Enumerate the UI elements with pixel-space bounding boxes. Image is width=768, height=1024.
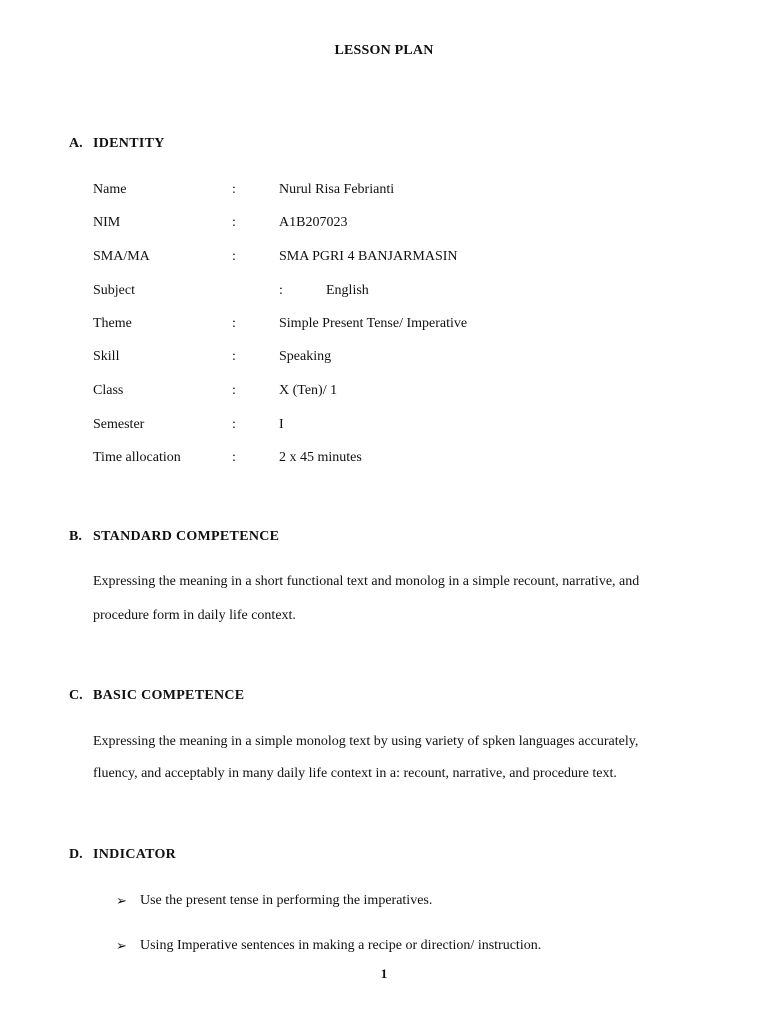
identity-label-class: Class: [93, 383, 124, 398]
document-title: LESSON PLAN: [334, 43, 434, 58]
identity-label-semester: Semester: [93, 417, 145, 432]
identity-colon: :: [232, 182, 236, 197]
section-d-letter: D.: [69, 847, 83, 862]
identity-value-class: X (Ten)/ 1: [279, 383, 338, 398]
section-c-title: BASIC COMPETENCE: [93, 688, 245, 703]
identity-value-subject: English: [326, 283, 369, 298]
identity-label-name: Name: [93, 182, 127, 197]
standard-competence-line-2: procedure form in daily life context.: [93, 608, 296, 623]
arrow-bullet-icon: ➢: [116, 893, 127, 908]
arrow-bullet-icon: ➢: [116, 938, 127, 953]
identity-value-time: 2 x 45 minutes: [279, 450, 362, 465]
section-c-letter: C.: [69, 688, 83, 703]
basic-competence-line-2: fluency, and acceptably in many daily life context in a: recount, narrative, and procedure text.: [93, 766, 617, 781]
section-b-letter: B.: [69, 529, 82, 544]
identity-label-school: SMA/MA: [93, 249, 150, 264]
identity-colon: :: [232, 349, 236, 364]
section-a-letter: A.: [69, 136, 83, 151]
identity-value-school: SMA PGRI 4 BANJARMASIN: [279, 249, 458, 264]
section-a-title: IDENTITY: [93, 136, 165, 151]
identity-label-nim: NIM: [93, 215, 121, 230]
identity-value-semester: I: [279, 417, 284, 432]
identity-value-skill: Speaking: [279, 349, 332, 364]
identity-label-theme: Theme: [93, 316, 132, 331]
identity-colon: :: [232, 417, 236, 432]
identity-colon: :: [232, 249, 236, 264]
page-number: 1: [380, 966, 388, 981]
indicator-item-2: Using Imperative sentences in making a recipe or direction/ instruction.: [140, 938, 542, 953]
identity-label-subject: Subject: [93, 283, 135, 298]
section-b-title: STANDARD COMPETENCE: [93, 529, 280, 544]
identity-label-time: Time allocation: [93, 450, 181, 465]
section-d-title: INDICATOR: [93, 847, 177, 862]
identity-value-name: Nurul Risa Febrianti: [279, 182, 395, 197]
basic-competence-line-1: Expressing the meaning in a simple monolog text by using variety of spken languages accurately,: [93, 734, 639, 749]
identity-value-theme: Simple Present Tense/ Imperative: [279, 316, 468, 331]
identity-colon: :: [232, 215, 236, 230]
identity-colon: :: [279, 283, 283, 298]
identity-colon: :: [232, 316, 236, 331]
indicator-item-1: Use the present tense in performing the imperatives.: [140, 893, 433, 908]
standard-competence-line-1: Expressing the meaning in a short functional text and monolog in a simple recount, narrative, and: [93, 574, 640, 589]
identity-value-nim: A1B207023: [279, 215, 348, 230]
identity-colon: :: [232, 383, 236, 398]
identity-label-skill: Skill: [93, 349, 120, 364]
identity-colon: :: [232, 450, 236, 465]
